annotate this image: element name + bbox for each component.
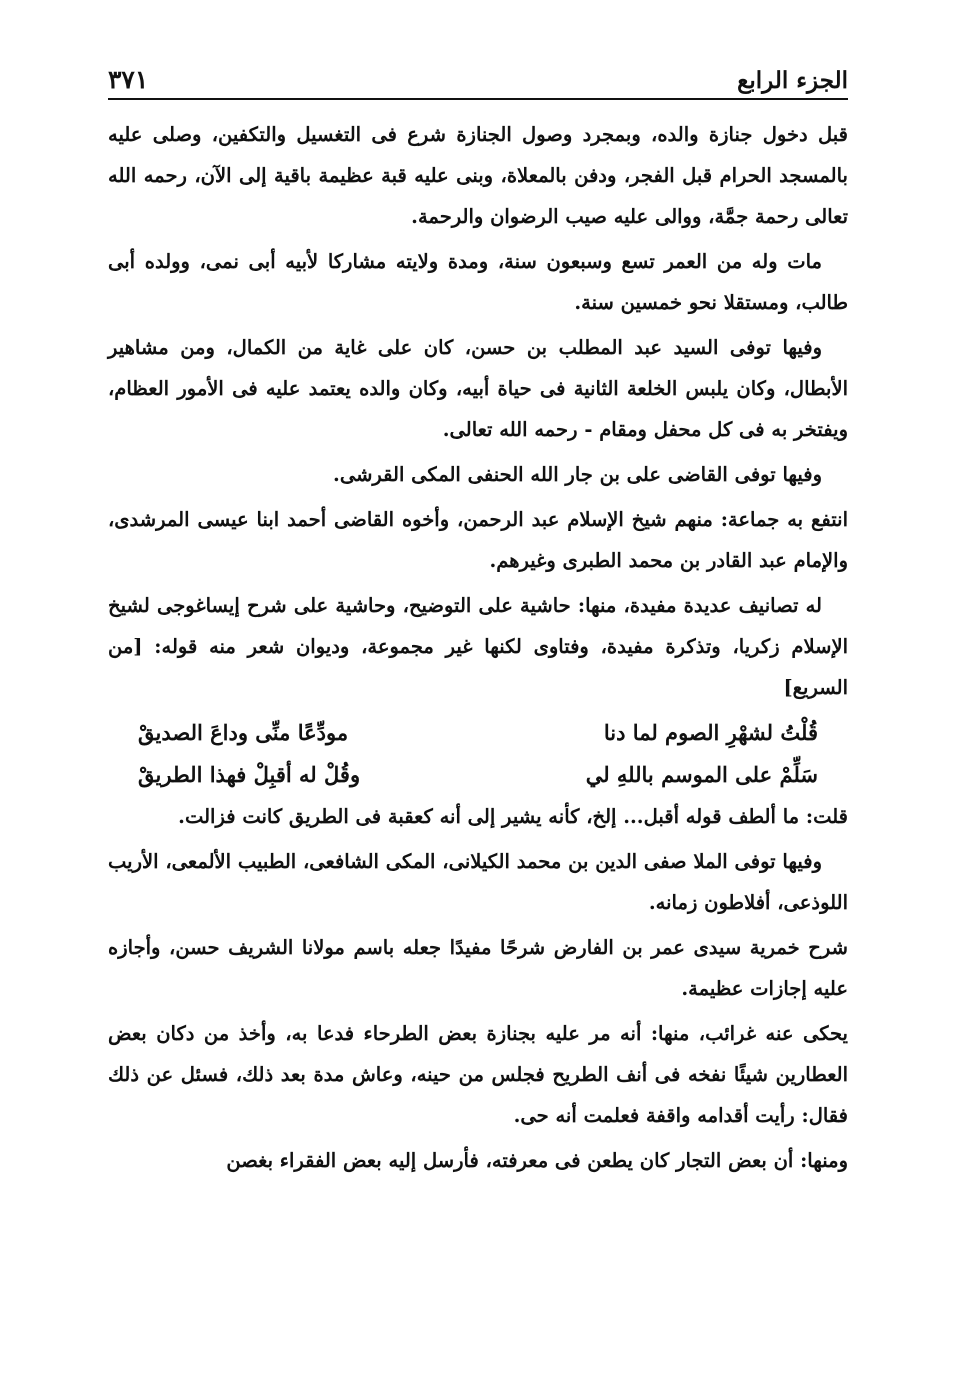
verse-second-hemistich: مودِّعًا منِّى وداعَ الصديقْ	[138, 720, 349, 745]
paragraph: وفيها توفى القاضى على بن جار الله الحنفى المكى القرشى.	[333, 463, 822, 486]
paragraph: قبل دخول جنازة والده، وبمجرد وصول الجنازة شرع فى التغسيل والتكفين، وصلى عليه بالمسجد الحرام قبل الفجر، ودفن بالمعلاة، وبنى عليه قبة عظيمة باقية إلى الآن، رحمه الله تعالى رحمة جمَّة، ووالى عليه صيب الرضوان والرحمة.	[108, 123, 848, 228]
verse-first-hemistich: قُلْتُ لشهْرِ الصوم لما دنا	[603, 720, 818, 745]
running-title: الجزء الرابع	[737, 67, 848, 94]
poem-verse	[108, 712, 848, 754]
paragraph: ومنها: أن بعض التجار كان يطعن فى معرفته، فأرسل إليه بعض الفقراء بغصن	[226, 1149, 848, 1172]
verse-first-hemistich: سَلِّمْ على الموسم باللهِ لي	[585, 762, 818, 787]
paragraph: وفيها توفى الملا صفى الدين بن محمد الكيلانى، المكى الشافعى، الطبيب الألمعى، الأريب اللوذعى، أفلاطون زمانه.	[108, 850, 848, 914]
page-header	[108, 54, 848, 100]
page-number: ٣٧١	[108, 65, 149, 94]
book-page	[108, 54, 848, 1185]
paragraph: له تصانيف عديدة مفيدة، منها: حاشية على التوضيح، وحاشية على شرح إيساغوجى لشيخ الإسلام زكريا، وتذكرة مفيدة، وفتاوى لكنها غير مجموعة، وديوان شعر منه قوله: [من السريع]	[108, 594, 848, 699]
paragraph: يحكى عنه غرائب، منها: أنه مر عليه بجنازة بعض الطرحاء فدعا به، وأخذ من دكان بعض العطارين شيئًا نفخه فى أنف الطريح فجلس من حينه، وعاش مدة بعد ذلك، فسئل عن ذلك فقال: رأيت أقدامه واقفة فعلمت أنه حى.	[108, 1022, 848, 1127]
paragraph: شرح خمرية سيدى عمر بن الفارض شرحًا مفيدًا جعله باسم مولانا الشريف حسن، وأجازه عليه إجازات عظيمة.	[108, 936, 848, 1000]
paragraph: وفيها توفى السيد عبد المطلب بن حسن، كان على غاية من الكمال، ومن مشاهير الأبطال، وكان يلبس الخلعة الثانية فى حياة أبيه، وكان والده يعتمد عليه فى الأمور العظام، ويفتخر به فى كل محفل ومقام - رحمه الله تعالى.	[108, 336, 848, 441]
paragraph: انتفع به جماعة: منهم شيخ الإسلام عبد الرحمن، وأخوه القاضى أحمد ابنا عيسى المرشدى، والإمام عبد القادر بن محمد الطبرى وغيرهم.	[108, 508, 848, 572]
verse-second-hemistich: وقُلْ له أقبِلْ فهذا الطريقْ	[138, 762, 361, 787]
page-body	[108, 114, 848, 1181]
paragraph: مات وله من العمر تسع وسبعون سنة، ومدة ولايته مشاركا لأبيه أبى نمى، وولده أبى طالب، ومستقلا نحو خمسين سنة.	[108, 250, 848, 314]
paragraph: قلت: ما ألطف قوله أقبل... إلخ، كأنه يشير إلى أنه كعقبة فى الطريق كانت فزالت.	[178, 805, 848, 828]
poem-verse	[108, 754, 848, 796]
